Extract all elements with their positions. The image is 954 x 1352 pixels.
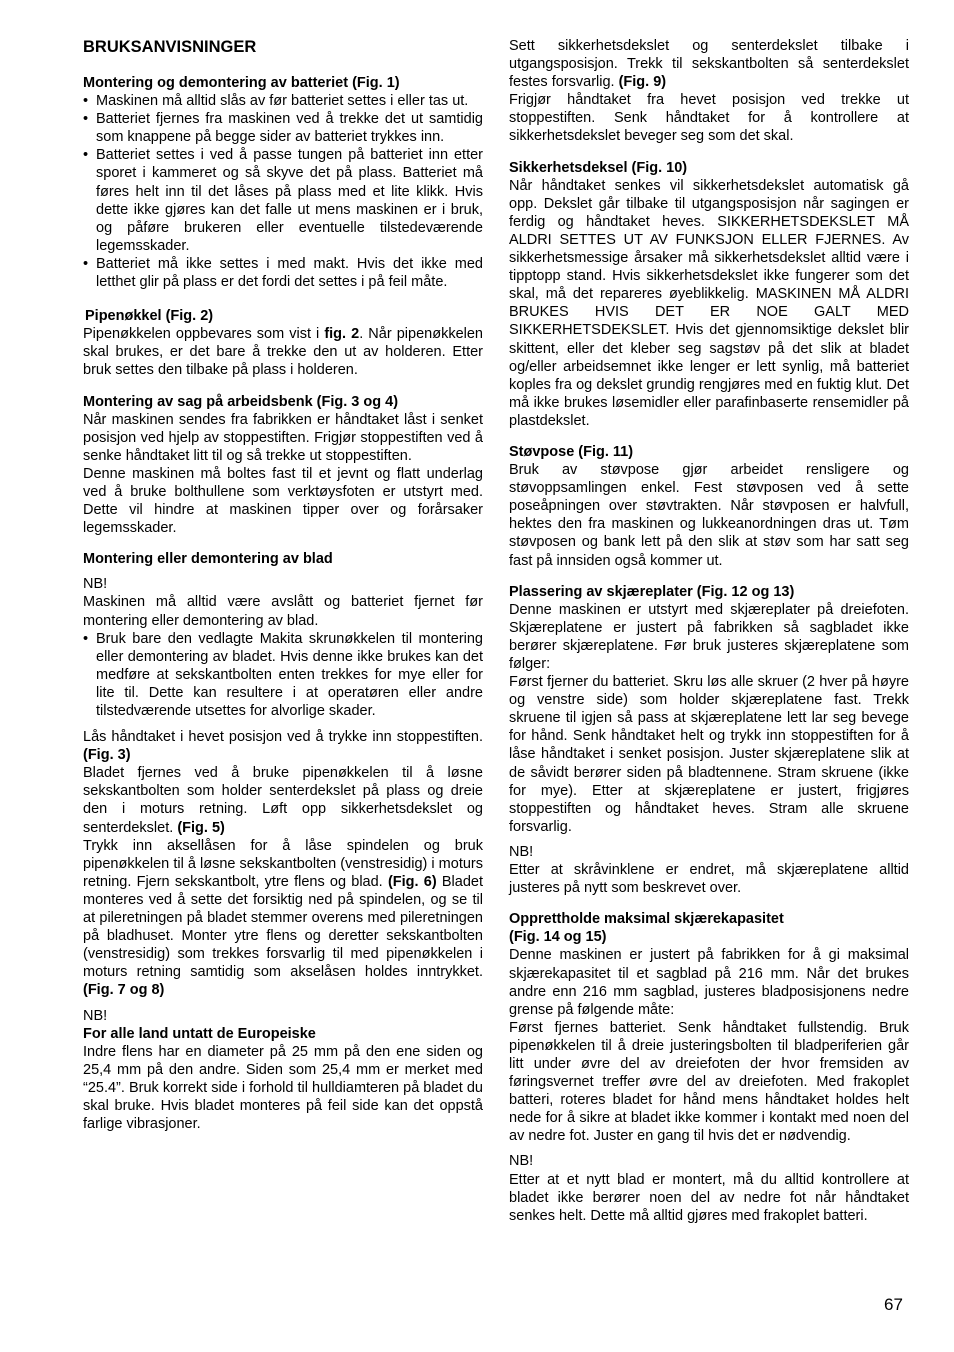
paragraph: Etter at skråvinklene er endret, må skjæreplatene alltid justeres på nytt som beskrevet over. xyxy=(509,862,909,897)
list-item: • Batteriet settes i ved å passe tungen på batteriet inn etter sporet i kammeret og så skyve det på plass. Batteriet må føres helt inn til det låses på plass med et lite klikk. Hvis dette ikke gjøres kan det falle ut mens maskinen er i bruk, og påføre brukeren eller eventuelle tilstedeværende legemsskader. xyxy=(83,146,483,255)
section-heading: Pipenøkkel (Fig. 2) xyxy=(85,308,214,325)
text-run: . Når pipenøkkelen skal brukes, er det bare å trekke den ut av holderen. Etter bruk settes den tilbake på plass i holderen. xyxy=(83,326,483,379)
left-column xyxy=(83,37,483,1146)
nb-label: NB! xyxy=(509,1153,534,1170)
right-column xyxy=(509,37,909,1238)
section-heading: Montering eller demontering av blad xyxy=(83,551,333,568)
paragraph: Først fjerner du batteriet. Skru løs alle skruer (2 hver på høyre og venstre side) som holder skjæreplatene fast. Trekk skruene til igjen så pass at skjæreplatene lett lar seg bevege for hånd. Senk håndtaket helt og trykk inn stoppestiften for å låse håndtaket i senket posisjon. Juster skjæreplatene slik at de såvidt berører siden på bladtennene. Stram skruene (ikke for mye). Etter at skjæreplatene er justert, frigjøres stoppestiften og håndtaket heves. Stram alle skruene forsvarlig. xyxy=(509,674,909,835)
paragraph xyxy=(83,764,483,836)
paragraph: Bruk av støvpose gjør arbeidet rensligere og støvoppsamlingen enkel. Fest støvposen ved å sette poseåpningen over støvtrakten. Når støvposen er halvfull, hektes den fra maskinen og lukkeanordningen dras ut. Tøm støvposen og bank lett på den slik at støv som har satt seg fast på innsiden også kommer ut. xyxy=(509,462,909,569)
paragraph: Når maskinen sendes fra fabrikken er håndtaket låst i senket posisjon ved hjelp av stoppestiften. Frigjør stoppestiften ved å senke håndtaket litt til og så trekke ut stoppestiften. xyxy=(83,411,483,464)
section-dust-bag xyxy=(509,443,909,570)
section-bench xyxy=(83,393,483,538)
section-heading: Sikkerhetsdeksel (Fig. 10) xyxy=(509,159,688,176)
paragraph: Denne maskinen er utstyrt med skjæreplater på dreiefoten. Skjæreplatene er justert på fabrikken så sagbladet ikke berører skjæreplatene. Før bruk justeres skjæreplatene som følger: xyxy=(509,601,909,672)
paragraph: Når håndtaket senkes vil sikkerhetsdekslet automatisk gå opp. Dekslet går tilbake til utgangsposisjon når sagingen er ferdig og håndtaket heves. SIKKERHETSDEKSLET MÅ ALDRI SETTES UT AV FUNKSJON ELLER FJERNES. Av sikkerhetsmessige årsaker må sikkerhetsdekslet alltid være i tipptopp stand. Hvis sikkerhetsdekslet ikke fungerer som det skal, må det repareres øyeblikkelig. MASKINEN MÅ ALDRI BRUKES HVIS DET ER NOE GALT MED SIKKERHETSDEKSLET. Hvis det gjennomsiktige dekslet blir skittent, eller det kleber seg sagstøv på det slik at bladet og/eller arbeidsemnet ikke lenger er lett synlig, må batteriet koples fra og dekslet grundig rengjøres med en fuktig klut. Det må ikke brukes løsemidler eller parafinbaserte rensemidler på plastdekslet. xyxy=(509,177,909,429)
sub-heading: For alle land untatt de Europeiske xyxy=(83,1025,316,1042)
list-item: • Bruk bare den vedlagte Makita skrunøkkelen til montering eller demontering av bladet. Hvis denne ikke brukes kan det medføre at sekskantbolten enten trekkes for mye eller for lite til. Dette kan resultere i at operatøren eller andre tilstedværende utsettes for alvorlige skader. xyxy=(83,630,483,720)
nb-label: NB! xyxy=(509,843,534,860)
section-battery xyxy=(83,74,483,291)
bullet-list xyxy=(83,92,483,291)
nb-label: NB! xyxy=(83,1007,108,1024)
text-run: Lås håndtaket i hevet posisjon ved å trykke inn stoppestiften. xyxy=(83,729,483,746)
paragraph: Frigjør håndtaket fra hevet posisjon ved trekke ut stoppestiften. Senk håndtaket for å kontrollere at sikkerhetsdekslet beveger seg som det skal. xyxy=(509,92,909,145)
section-kerf-boards xyxy=(509,583,909,898)
list-item: • Batteriet må ikke settes i med makt. Hvis det ikke med letthet glir på plass er det fordi det settes i på feil måte. xyxy=(83,255,483,291)
paragraph: Etter at et nytt blad er montert, må du alltid kontrollere at bladet ikke berører noen del av nedre fot når håndtaket senkes helt. Dette må alltid gjøres med frakoplet batteri. xyxy=(509,1171,909,1224)
paragraph: Først fjernes batteriet. Senk håndtaket fullstendig. Bruk pipenøkkelen til å dreie justeringsbolten til bladperiferien går litt under øvre del av dreiefoten der hvor fremsiden av føringsvernet treffer øvre del av dreiefoten. Med frakoplet batteri, roteres bladet for hånd mens håndtaket holdes helt nede for å sikre at bladet ikke kommer i kontakt med noen del av nedre fot. Juster en gang til hvis det er nødvendig. xyxy=(509,1019,909,1145)
bullet-list xyxy=(83,630,483,720)
figure-ref: fig. 2 xyxy=(324,326,360,343)
nb-label: NB! xyxy=(83,576,108,593)
section-cutting-capacity xyxy=(509,910,909,1225)
section-guard xyxy=(509,159,909,430)
paragraph: Denne maskinen er justert på fabrikken for å gi maksimal skjærekapasitet til et sagblad på 216 mm. Når det brukes andre enn 216 mm sagblad, justeres bladposisjonens nedre grense på følgende måte: xyxy=(509,947,909,1018)
paragraph xyxy=(83,837,483,1000)
section-heading: Opprettholde maksimal skjærekapasitet xyxy=(509,911,784,928)
section-heading: Montering av sag på arbeidsbenk (Fig. 3 og 4) xyxy=(83,393,399,410)
section-heading: Montering og demontering av batteriet (Fig. 1) xyxy=(83,75,400,91)
paragraph: Maskinen må alltid være avslått og batteriet fjernet før montering eller demontering av blad. xyxy=(83,594,483,629)
paragraph: Denne maskinen må boltes fast til et jevnt og flatt underlag ved å bruke bolthullene som verktøysfoten er utstyrt med. Dette vil hindre at maskinen tipper over og forårsaker legemsskader. xyxy=(83,465,483,537)
section-heading: Plassering av skjæreplater (Fig. 12 og 13) xyxy=(509,583,795,600)
figure-ref: (Fig. 7 og 8) xyxy=(83,982,165,999)
figure-ref: (Fig. 5) xyxy=(177,819,225,836)
paragraph xyxy=(509,37,909,91)
list-item: • Batteriet fjernes fra maskinen ved å trekke det ut samtidig som knappene på begge sider av batteriet trykkes inn. xyxy=(83,110,483,146)
text-run: Bladet fjernes ved å bruke pipenøkkelen til å løsne sekskantbolten som holder senterdekslet på plass og dreie den i moturs retning. Løft opp sikkerhetsdekslet og senterdekslet. xyxy=(83,765,483,836)
section-heading: (Fig. 14 og 15) xyxy=(509,929,607,946)
figure-ref: (Fig. 9) xyxy=(618,74,667,91)
list-item: • Maskinen må alltid slås av før batteriet settes i eller tas ut. xyxy=(83,92,483,110)
paragraph xyxy=(83,728,483,764)
figure-ref: (Fig. 3) xyxy=(83,747,131,764)
text-run: Trykk inn aksellåsen for å låse spindelen og bruk pipenøkkelen til å løsne sekskantbolten (venstresidig) i moturs retning. Fjern sekskantbolt, ytre flens og blad. xyxy=(83,837,483,890)
section-blade-continued xyxy=(509,37,909,146)
section-wrench xyxy=(83,307,483,379)
section-blade xyxy=(83,550,483,1133)
section-heading: Støvpose (Fig. 11) xyxy=(509,443,634,460)
page-number: 67 xyxy=(884,1295,903,1314)
text-run: Bladet monteres ved å sette det forsiktig ned på spindelen, og se til at pileretningen på bladet stemmer overens med pileretningen på bladhuset. Monter ytre flens og deretter sekskantbolten (venstresidig) som trekkes forsvarlig til med pipenøkkelen i moturs retning samtidig som akselåsen holdes inntrykket. xyxy=(83,873,483,981)
page-title: BRUKSANVISNINGER xyxy=(83,38,257,56)
text-run: Sett sikkerhetsdekslet og senterdekslet tilbake i utgangsposisjon. Trekk til sekskantbolten så senterdekslet festes forsvarlig. xyxy=(509,38,909,91)
paragraph: Indre flens har en diameter på 25 mm på den ene siden og 25,4 mm på den andre. Siden som 25,4 mm er merket med “25.4”. Bruk korrekt side i forhold til hulldiamteren på bladet du skal bruke. Hvis bladet monteres på feil side kan det oppstå farlige vibrasjoner. xyxy=(83,1043,483,1133)
paragraph xyxy=(83,325,483,379)
figure-ref: (Fig. 6) xyxy=(387,873,437,890)
text-run: Pipenøkkelen oppbevares som vist i xyxy=(83,326,325,343)
